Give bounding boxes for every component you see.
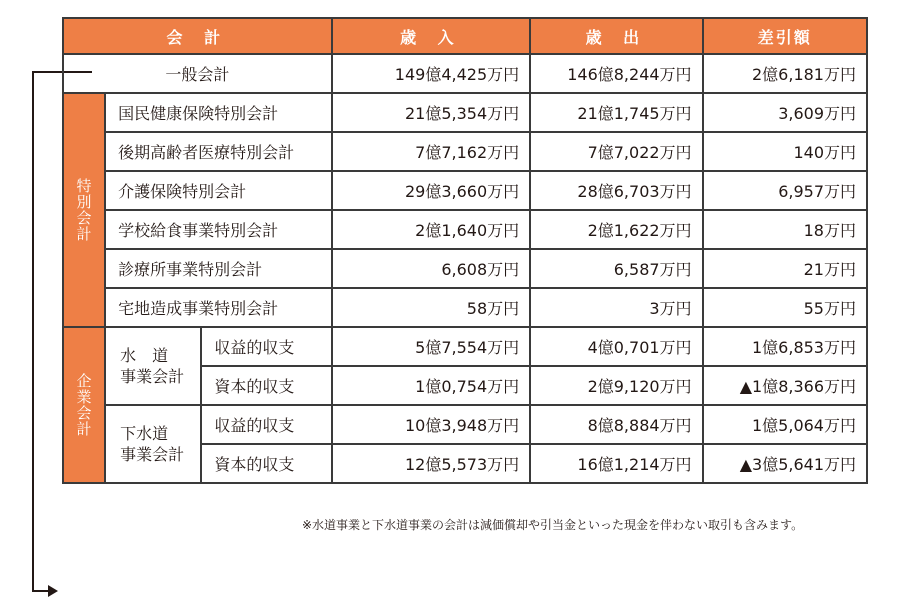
account-name: 国民健康保険特別会計 <box>105 93 332 132</box>
budget-table <box>62 17 868 484</box>
expenditure-value: 7億7,022万円 <box>530 132 702 171</box>
balance-value: 3,609万円 <box>703 93 867 132</box>
table-row <box>63 171 867 210</box>
expenditure-value: 6,587万円 <box>530 249 702 288</box>
balance-value: 6,957万円 <box>703 171 867 210</box>
revenue-value: 2億1,640万円 <box>332 210 530 249</box>
table-row <box>63 132 867 171</box>
expenditure-value: 21億1,745万円 <box>530 93 702 132</box>
budget-table-wrapper <box>62 17 868 484</box>
balance-type: 収益的収支 <box>201 405 331 444</box>
header-balance: 差引額 <box>703 18 867 54</box>
general-account-row <box>63 54 867 93</box>
revenue-value: 1億0,754万円 <box>332 366 530 405</box>
sewer-label-line2: 事業会計 <box>120 445 185 464</box>
revenue-value: 7億7,162万円 <box>332 132 530 171</box>
balance-value: 1億6,853万円 <box>703 327 867 366</box>
balance-value: ▲3億5,641万円 <box>703 444 867 483</box>
revenue-value: 21億5,354万円 <box>332 93 530 132</box>
enterprise-group-label: 企業会計 <box>63 327 105 483</box>
revenue-value: 5億7,554万円 <box>332 327 530 366</box>
expenditure-value: 2億9,120万円 <box>530 366 702 405</box>
water-label-line1: 水 道 <box>120 346 169 365</box>
balance-value: 1億5,064万円 <box>703 405 867 444</box>
general-account-label: 一般会計 <box>63 54 332 93</box>
special-group-label: 特別会計 <box>63 93 105 327</box>
revenue-value: 29億3,660万円 <box>332 171 530 210</box>
expenditure-value: 4億0,701万円 <box>530 327 702 366</box>
revenue-value: 12億5,573万円 <box>332 444 530 483</box>
bracket-vertical-line <box>32 71 34 592</box>
balance-value: 140万円 <box>703 132 867 171</box>
arrow-right-icon <box>48 585 58 597</box>
balance-type: 収益的収支 <box>201 327 331 366</box>
header-expenditure: 歳 出 <box>530 18 702 54</box>
expenditure-value: 16億1,214万円 <box>530 444 702 483</box>
header-account: 会 計 <box>63 18 332 54</box>
sewer-label-line1: 下水道 <box>120 424 169 443</box>
balance-value: 18万円 <box>703 210 867 249</box>
general-expenditure: 146億8,244万円 <box>530 54 702 93</box>
expenditure-value: 3万円 <box>530 288 702 327</box>
general-balance: 2億6,181万円 <box>703 54 867 93</box>
balance-type: 資本的収支 <box>201 444 331 483</box>
balance-value: 21万円 <box>703 249 867 288</box>
table-row <box>63 288 867 327</box>
account-name: 介護保険特別会計 <box>105 171 332 210</box>
footnote: ※水道事業と下水道事業の会計は減価償却や引当金といった現金を伴わない取引も含みます。 <box>302 518 804 532</box>
water-account-label <box>105 327 201 405</box>
expenditure-value: 8億8,884万円 <box>530 405 702 444</box>
table-row <box>63 210 867 249</box>
table-row <box>63 405 867 444</box>
header-row <box>63 18 867 54</box>
balance-value: 55万円 <box>703 288 867 327</box>
balance-type: 資本的収支 <box>201 366 331 405</box>
revenue-value: 10億3,948万円 <box>332 405 530 444</box>
account-name: 宅地造成事業特別会計 <box>105 288 332 327</box>
expenditure-value: 2億1,622万円 <box>530 210 702 249</box>
header-revenue: 歳 入 <box>332 18 530 54</box>
general-revenue: 149億4,425万円 <box>332 54 530 93</box>
table-row <box>63 327 867 366</box>
table-row <box>63 249 867 288</box>
account-name: 学校給食事業特別会計 <box>105 210 332 249</box>
expenditure-value: 28億6,703万円 <box>530 171 702 210</box>
table-row <box>63 93 867 132</box>
revenue-value: 58万円 <box>332 288 530 327</box>
account-name: 診療所事業特別会計 <box>105 249 332 288</box>
balance-value: ▲1億8,366万円 <box>703 366 867 405</box>
account-name: 後期高齢者医療特別会計 <box>105 132 332 171</box>
water-label-line2: 事業会計 <box>120 367 185 386</box>
sewer-account-label <box>105 405 201 483</box>
revenue-value: 6,608万円 <box>332 249 530 288</box>
